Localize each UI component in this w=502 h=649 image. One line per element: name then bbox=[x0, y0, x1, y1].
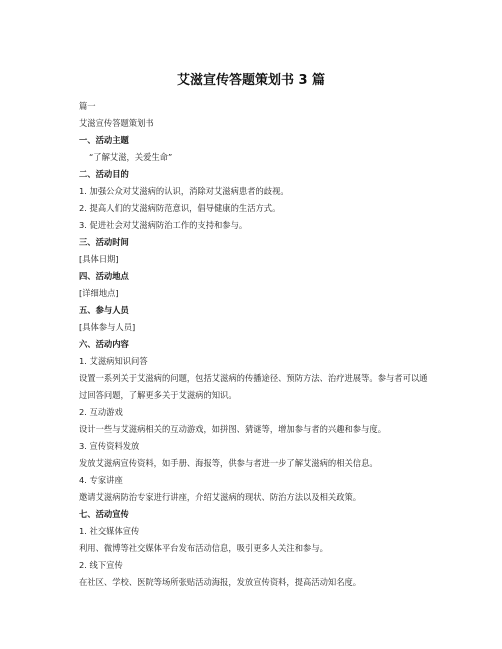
document-title: 艾滋宣传答题策划书 3 篇 bbox=[176, 73, 326, 88]
promotion-item-description: 利用、微博等社交媒体平台发布活动信息，吸引更多人关注和参与。 bbox=[79, 543, 328, 553]
promotion-item-description: 在社区、学校、医院等场所张贴活动海报，发放宣传资料，提高活动知名度。 bbox=[79, 577, 362, 587]
document-subtitle: 艾滋宣传答题策划书 bbox=[79, 118, 154, 128]
content-item-title: 2. 互动游戏 bbox=[79, 407, 123, 417]
content-item-description: 设计一些与艾滋病相关的互动游戏，如拼图、猜谜等，增加参与者的兴趣和参与度。 bbox=[79, 424, 386, 434]
heading-activity-purpose: 二、活动目的 bbox=[79, 169, 129, 179]
location-placeholder: [详细地点] bbox=[79, 288, 119, 298]
promotion-item-title: 2. 线下宣传 bbox=[79, 560, 123, 570]
promotion-item-title: 1. 社交媒体宣传 bbox=[79, 526, 140, 536]
heading-activity-time: 三、活动时间 bbox=[79, 237, 129, 247]
purpose-item: 3. 促进社会对艾滋病防治工作的支持和参与。 bbox=[79, 220, 248, 230]
heading-activity-location: 四、活动地点 bbox=[79, 271, 129, 281]
theme-text: “了解艾滋，关爱生命” bbox=[89, 152, 173, 162]
section-label: 篇一 bbox=[79, 101, 96, 111]
heading-activity-promotion: 七、活动宣传 bbox=[79, 509, 129, 519]
content-item-description: 设置一系列关于艾滋病的问题，包括艾滋病的传播途径、预防方法、治疗进展等。参与者可以通过回答问题，了解更多关于艾滋病的知识。 bbox=[79, 373, 428, 400]
content-item-description: 邀请艾滋病防治专家进行讲座，介绍艾滋病的现状、防治方法以及相关政策。 bbox=[79, 492, 362, 502]
content-item-title: 1. 艾滋病知识问答 bbox=[79, 356, 148, 366]
time-placeholder: [具体日期] bbox=[79, 254, 119, 264]
heading-activity-content: 六、活动内容 bbox=[79, 339, 129, 349]
content-item-title: 3. 宣传资料发放 bbox=[79, 441, 140, 451]
purpose-item: 2. 提高人们的艾滋病防范意识，倡导健康的生活方式。 bbox=[79, 203, 281, 213]
content-item-title: 4. 专家讲座 bbox=[79, 475, 123, 485]
heading-activity-theme: 一、活动主题 bbox=[79, 135, 129, 145]
content-item-description: 发放艾滋病宣传资料，如手册、海报等，供参与者进一步了解艾滋病的相关信息。 bbox=[79, 458, 378, 468]
heading-participants: 五、参与人员 bbox=[79, 305, 129, 315]
participants-placeholder: [具体参与人员] bbox=[79, 322, 136, 332]
document-body bbox=[79, 98, 429, 591]
purpose-item: 1. 加强公众对艾滋病的认识，消除对艾滋病患者的歧视。 bbox=[79, 186, 289, 196]
